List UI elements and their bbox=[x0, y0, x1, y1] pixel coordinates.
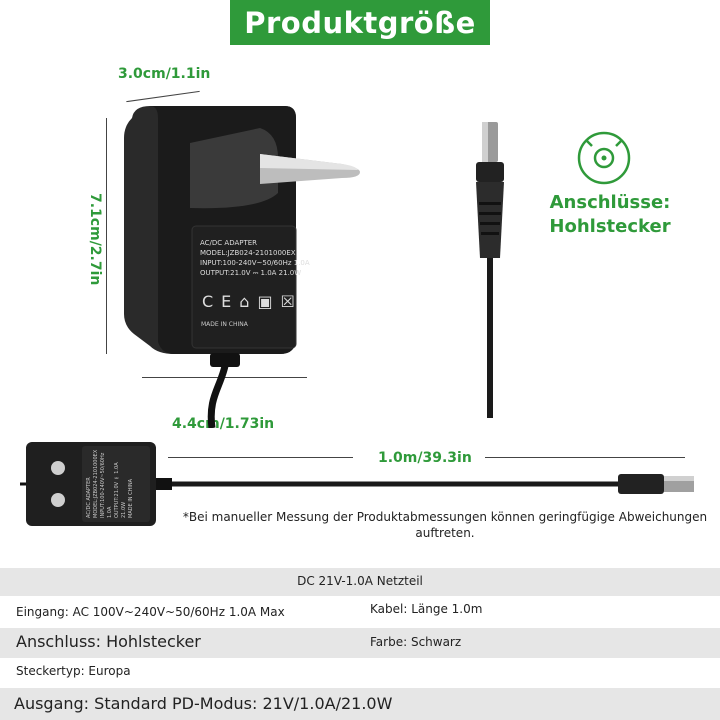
width-dimension-label: 4.4cm/1.73in bbox=[172, 416, 275, 432]
connector-line-2: Hohlstecker bbox=[549, 216, 671, 237]
depth-dimension-label: 3.0cm/1.1in bbox=[118, 66, 211, 82]
spec-row-1 bbox=[0, 596, 720, 628]
connector-line-1: Anschlüsse: bbox=[549, 192, 671, 213]
spec-steckertyp: Steckertyp: Europa bbox=[16, 664, 131, 678]
height-dimension-line bbox=[106, 118, 107, 354]
spec-anschluss: Anschluss: Hohlstecker bbox=[16, 632, 201, 651]
spec-row-3 bbox=[0, 658, 720, 688]
barrel-connector-icon bbox=[574, 128, 634, 188]
cable-length-label: 1.0m/39.3in bbox=[378, 450, 472, 466]
barrel-connector-illustration bbox=[460, 118, 520, 418]
measurement-note: *Bei manueller Messung der Produktabmessungen können geringfügige Abweichungen auftreten. bbox=[182, 510, 708, 540]
side-label-input: INPUT:100-240V~50/60Hz 1.0A bbox=[100, 452, 113, 518]
spec-header: DC 21V-1.0A Netzteil bbox=[297, 574, 423, 588]
spec-farbe: Farbe: Schwarz bbox=[370, 635, 462, 649]
label-output: OUTPUT:21.0V ⎓ 1.0A 21.0W bbox=[200, 269, 302, 277]
side-label-made-in: MADE IN CHINA bbox=[128, 478, 134, 518]
spec-row-4 bbox=[0, 688, 720, 720]
side-label-output: OUTPUT:21.0V ⎓ 1.0A 21.0W bbox=[114, 462, 127, 518]
side-label-title: AC/DC ADAPTER bbox=[86, 477, 92, 518]
side-label-text bbox=[86, 448, 146, 518]
label-title: AC/DC ADAPTER bbox=[200, 239, 258, 247]
spec-eingang: Eingang: AC 100V~240V~50/60Hz 1.0A Max bbox=[16, 605, 285, 619]
label-made-in: MADE IN CHINA bbox=[201, 321, 248, 328]
spec-row-2 bbox=[0, 628, 720, 658]
page-title: Produktgröße bbox=[230, 0, 490, 45]
spec-ausgang: Ausgang: Standard PD-Modus: 21V/1.0A/21.0W bbox=[14, 694, 393, 713]
connector-type-label bbox=[548, 191, 672, 239]
spec-kabel: Kabel: Länge 1.0m bbox=[370, 602, 483, 616]
label-input: INPUT:100-240V~50/60Hz 1.0A bbox=[200, 259, 310, 267]
label-model: MODEL:JZB024-2101000EX bbox=[200, 249, 296, 257]
adapter-label-text bbox=[200, 238, 310, 278]
certification-icons: CE⌂▣☒ bbox=[202, 292, 303, 311]
height-dimension-label: 7.1cm/2.7in bbox=[87, 193, 103, 286]
side-label-model: MODEL:JZB024-2101000EX bbox=[93, 449, 99, 518]
spec-header-row bbox=[0, 568, 720, 596]
